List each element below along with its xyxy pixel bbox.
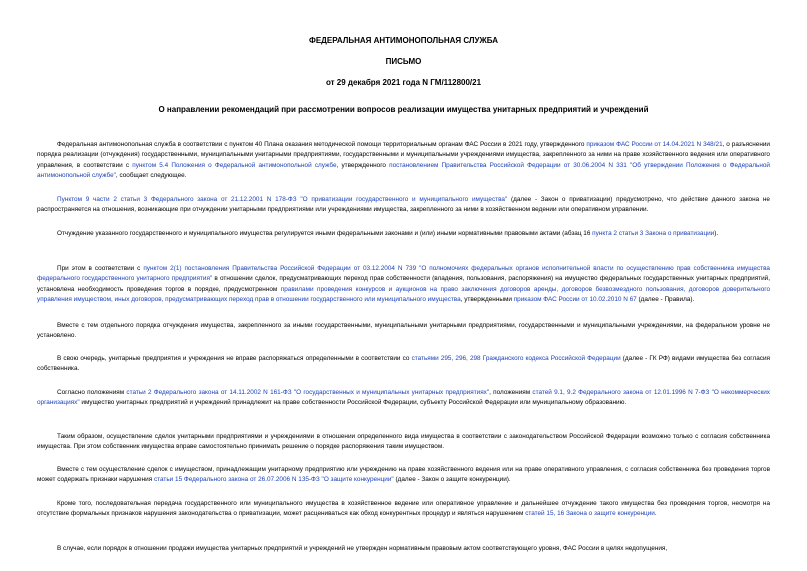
document-link[interactable]: приказом ФАС России от 10.02.2010 N 67: [513, 296, 637, 304]
paragraph-text: Согласно положениям: [57, 389, 127, 396]
paragraph-8: [37, 432, 770, 453]
document-link[interactable]: пунктом 2(1) постановления Правительства Российской Федерации от 03.12.2004 N 739 "О полномочиях федеральных органов исполнительной власти по осуществлению прав собственника имущества федерального государственного унитарного предприятия": [37, 265, 770, 283]
paragraph-text: В свою очередь, унитарные предприятия и учреждения не вправе распоряжаться определенными в соответствии со: [57, 355, 412, 362]
paragraph-7: [37, 388, 770, 409]
paragraph-text: (далее - Закон о защите конкуренции).: [393, 476, 511, 484]
paragraph-text: , утвержденными: [460, 296, 514, 304]
document-link[interactable]: статьи 2 Федерального закона от 14.11.2002 N 161-ФЗ "О государственных и муниципальных унитарных предприятиях": [126, 389, 490, 396]
document-link[interactable]: статьи 15 Федерального закона от 26.07.2006 N 135-ФЗ "О защите конкуренции": [153, 476, 394, 484]
paragraph-2: [37, 195, 770, 216]
paragraph-text: ).: [714, 230, 719, 237]
document-type: ПИСЬМО: [385, 57, 422, 66]
document-link[interactable]: правилами проведения конкурсов и аукционов на право заключения договоров аренды, договоров безвозмездного пользования, договоров доверительного управления имуществом, иных договоров, предусматривающих переход прав в отношении государственного или муниципального имущества: [37, 285, 770, 304]
paragraph-text: Таким образом, осуществление сделок унитарными предприятиями и учреждениями в отношении определенного вида имущества в соответствии с законодательством Российской Федерации возможно только с согласия собственника имущества. При этом собственник имущества вправе самостоятельно принимать решение о порядке распоряжения таким имуществом.: [37, 433, 770, 451]
paragraph-text: , о разъяснении порядка реализации (отчуждения) государственными, муниципальными унитарными предприятиями, государственными и муниципальными учреждениями имущества, закрепленного за ними на праве хозяйственного ведения или оперативного управления, в соответствии с: [37, 141, 770, 169]
paragraph-text: Федеральная антимонопольная служба в соответствии с пунктом 40 Плана оказания методической помощи территориальным органам ФАС России в 2021 году, утвержденного: [57, 141, 587, 148]
paragraph-4: [37, 264, 770, 306]
paragraph-text: имущество унитарных предприятий и учреждений принадлежит на праве собственности Российской Федерации, субъекту Российской Федерации или муниципальному образованию.: [79, 399, 627, 407]
document-link[interactable]: статьями 295, 296, 298 Гражданского кодекса Российской Федерации: [411, 355, 621, 362]
paragraph-text: При этом в соответствии с: [57, 265, 144, 272]
paragraph-text: .: [654, 510, 657, 518]
paragraph-text: (далее - Закон о приватизации) предусмотрено, что действие данного закона не распространяется на отношения, возникающие при отчуждении унитарными предприятиями или учреждениями имущества, закрепленного за ними в хозяйственном ведении или оперативном управлении.: [37, 196, 770, 214]
paragraph-1: [37, 140, 770, 182]
paragraph-text: , положениям: [489, 389, 533, 396]
paragraph-5: [37, 321, 770, 342]
paragraph-10: [37, 499, 770, 520]
document-link[interactable]: пунктом 5.4 Положения о Федеральной антимонопольной службе: [132, 161, 337, 169]
paragraph-text: (далее - Правила).: [636, 296, 695, 304]
paragraph-text: (далее - ГК РФ) видами имущества без согласия собственника.: [37, 355, 770, 373]
document-link[interactable]: постановлением Правительства Российской Федерации от 30.06.2004 N 331 "Об утверждении Положения о Федеральной антимонопольной службе": [37, 161, 770, 180]
paragraph-text: В случае, если порядок в отношении продажи имущества унитарных предприятий и учреждений не утвержден нормативным правовым актом соответствующего уровня, ФАС России в целях недопущения,: [57, 545, 668, 552]
document-link[interactable]: Пунктом 9 части 2 статьи 3 Федерального закона от 21.12.2001 N 178-ФЗ "О приватизации государственного и муниципального имущества": [57, 196, 508, 203]
paragraph-text: , утвержденного: [336, 161, 390, 169]
document-link[interactable]: приказом ФАС России от 14.04.2021 N 348/21: [586, 141, 723, 148]
document-link[interactable]: статей 15, 16 Закона о защите конкуренции: [525, 510, 655, 518]
paragraph-text: Вместе с тем отдельного порядка отчуждения имущества, закрепленного за иными государственными, муниципальными унитарными предприятиями, государственными и муниципальными учреждениями, на федеральном уровне не установлено.: [37, 322, 770, 340]
paragraph-11: [37, 544, 770, 554]
paragraph-text: в отношении сделок, предусматривающих переход прав собственности (владения, пользования, распоряжения) на имущество федеральных государственных унитарных предприятий, установлена необходимость проведения торгов в порядке, предусмотренном: [37, 275, 771, 293]
paragraph-text: Отчуждение указанного государственного и муниципального имущества регулируется иными федеральными законами и (или) иными нормативными правовыми актами (абзац 16: [57, 230, 593, 237]
document-subject: О направлении рекомендаций при рассмотрении вопросов реализации имущества унитарных предприятий и учреждений: [158, 105, 649, 114]
document-date-number: от 29 декабря 2021 года N ГМ/112800/21: [325, 78, 482, 87]
paragraph-text: Кроме того, последовательная передача государственного или муниципального имущества в хозяйственное ведение или оперативное управление и дальнейшее отчуждение такого имущества без проведения торгов, несмотря на отсутствие формальных признаков нарушения законодательства о приватизации, может расцениваться как обход конкурентных процедур и являться нарушением: [37, 500, 770, 518]
paragraph-9: [37, 465, 770, 486]
document-link[interactable]: статей 9.1, 9.2 Федерального закона от 12.01.1996 N 7-ФЗ "О некоммерческих организациях": [37, 389, 771, 407]
paragraph-text: Вместе с тем осуществление сделок с имуществом, принадлежащим унитарному предприятию или учреждению на праве хозяйственного ведения или на праве оперативного управления, с согласия собственника без проведения торгов может содержать признаки нарушения: [37, 466, 770, 484]
paragraph-3: [37, 229, 770, 239]
document-link[interactable]: пункта 2 статьи 3 Закона о приватизации: [592, 230, 715, 237]
paragraph-6: [37, 354, 770, 375]
paragraph-text: , сообщает следующее.: [115, 172, 187, 180]
agency-heading: ФЕДЕРАЛЬНАЯ АНТИМОНОПОЛЬНАЯ СЛУЖБА: [309, 36, 498, 45]
